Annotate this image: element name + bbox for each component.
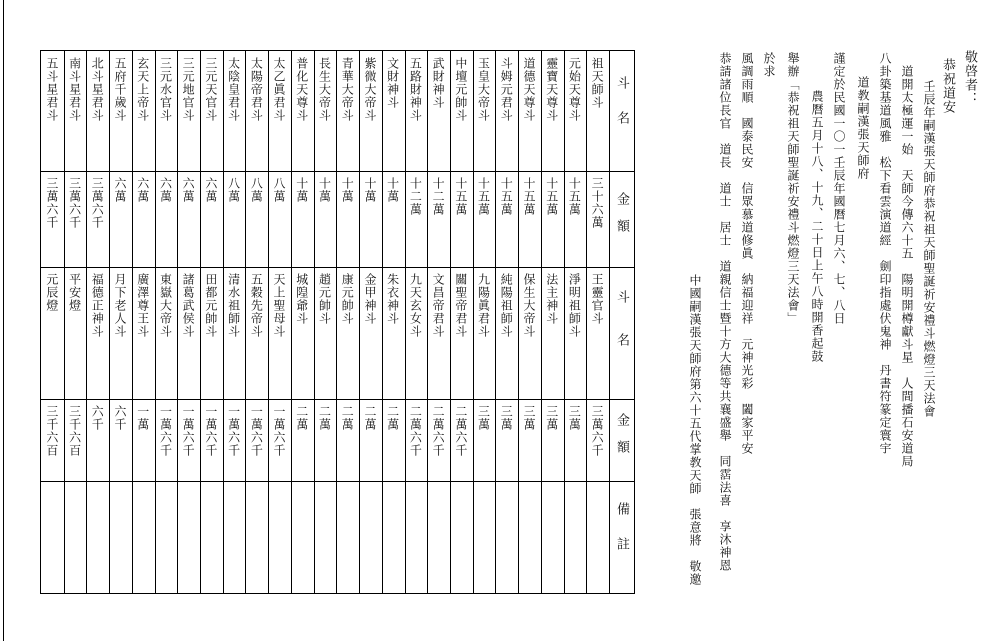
header-amount-1: 金額 [614,192,629,246]
table-cell-amount2 [268,399,291,481]
table-cell-name1 [222,51,245,171]
cell-text: 太陽帝君斗 [249,57,264,122]
event-title: 壬辰年嗣漢張天師府恭祝祖天師聖誕祈安禮斗燃燈三天法會 [922,80,936,418]
table-cell-name2 [245,267,268,399]
table-cell-name1 [472,51,495,171]
table-cell-amount2 [404,399,427,481]
table-cell-amount1 [131,171,154,267]
cell-text: 六萬 [113,177,128,203]
cell-text: 三萬六千 [90,177,105,229]
cell-text: 法主神斗 [544,273,559,325]
cell-text: 長生大帝斗 [317,57,332,122]
table-cell-name1 [540,51,563,171]
table-cell-amount1 [563,171,586,267]
table-cell-amount2 [381,399,404,481]
table-cell-amount2 [86,399,109,481]
table-cell-amount1 [495,171,518,267]
table-cell-name2 [381,267,404,399]
table-cell-name1 [404,51,427,171]
table-cell-name1 [131,51,154,171]
table-cell-amount2 [336,399,359,481]
cell-text: 二萬 [294,405,309,431]
table-cell-amount1 [200,171,223,267]
header-name-2: 斗名 [614,290,629,376]
cell-text: 三萬 [521,405,536,431]
table-cell-name2 [495,267,518,399]
table-cell-name1 [518,51,541,171]
cell-text: 玄天上帝斗 [135,57,150,122]
cell-text: 一萬六千 [158,405,173,457]
cell-text: 二萬 [340,405,355,431]
table-cell-amount1 [313,171,336,267]
table-cell-amount2 [177,399,200,481]
table-cell-name1 [563,51,586,171]
table-cell-amount2 [222,399,245,481]
table-cell-amount2 [495,399,518,481]
cell-text: 八萬 [272,177,287,203]
table-cell-name2 [268,267,291,399]
table-cell-amount1 [518,171,541,267]
cell-text: 十五萬 [521,177,536,216]
table-cell-amount1 [109,171,132,267]
cell-text: 六萬 [158,177,173,203]
cell-text: 一萬六千 [249,405,264,457]
table-cell-name1 [427,51,450,171]
table-cell-amount2 [449,399,472,481]
table-cell-amount2 [586,399,609,481]
table-cell-amount2 [313,399,336,481]
cell-text: 十二萬 [408,177,423,216]
table-cell-name2 [518,267,541,399]
table-cell-name1 [495,51,518,171]
table-cell-amount1 [268,171,291,267]
cell-text: 三萬 [544,405,559,431]
cell-text: 斗姆元君斗 [499,57,514,122]
cell-text: 三十六萬 [590,177,605,229]
date-line-1: 謹定於民國一〇一壬辰年國曆七月六、七、八日 [832,52,846,325]
table-cell-name1 [449,51,472,171]
table-cell-amount1 [63,171,86,267]
cell-text: 廣澤尊王斗 [135,273,150,338]
table-cell-amount1 [336,171,359,267]
cell-text: 太乙眞君斗 [272,57,287,122]
cell-text: 八萬 [226,177,241,203]
cell-text: 二萬 [385,405,400,431]
table-cell-amount1 [86,171,109,267]
table-cell-amount2 [540,399,563,481]
table-cell-amount1 [177,171,200,267]
table-cell-name2 [290,267,313,399]
table-cell-name1 [86,51,109,171]
table-cell-amount2 [41,399,64,481]
table-cell-name2 [472,267,495,399]
cell-text: 三萬 [476,405,491,431]
cell-text: 六萬 [181,177,196,203]
cell-text: 靈寶天尊斗 [544,57,559,122]
table-cell-amount2 [154,399,177,481]
cell-text: 十萬 [340,177,355,203]
table-cell-name2 [86,267,109,399]
cell-text: 十五萬 [476,177,491,216]
cell-text: 文財神斗 [385,57,400,109]
header-name-1: 斗名 [614,76,629,146]
cell-text: 三千六百 [67,405,82,457]
cell-text: 東嶽大帝斗 [158,273,173,338]
table-cell-amount2 [563,399,586,481]
table-cell-amount2 [63,399,86,481]
table-cell-amount1 [586,171,609,267]
table-cell-name1 [268,51,291,171]
table-cell-amount1 [381,171,404,267]
table-row-divider [41,481,634,482]
cell-text: 康元帥斗 [340,273,355,325]
table-cell-name1 [109,51,132,171]
cell-text: 城隍爺斗 [294,273,309,325]
cell-text: 五府千歲斗 [113,57,128,122]
table-cell-name1 [245,51,268,171]
table-cell-name2 [41,267,64,399]
cell-text: 十萬 [294,177,309,203]
cell-text: 三萬 [567,405,582,431]
cell-text: 祖天師斗 [590,57,605,109]
cell-text: 三萬六千 [67,177,82,229]
verse-line-2: 八卦築基道風雅 松下看雲演道經 劍印指處伏鬼神 丹書符篆定寰宇 [878,52,892,455]
table-cell-name2 [313,267,336,399]
cell-text: 三元水官斗 [158,57,173,122]
cell-text: 太陰皇君斗 [226,57,241,122]
cell-text: 十萬 [385,177,400,203]
cell-text: 北斗星君斗 [90,57,105,122]
cell-text: 青華大帝斗 [340,57,355,122]
cell-text: 天上聖母斗 [272,273,287,338]
table-cell-amount1 [540,171,563,267]
ceremony-line: 舉辦「恭祝祖天師聖誕祈安禮斗燃燈三天法會」 [786,52,800,325]
cell-text: 諸葛武侯斗 [181,273,196,338]
table-cell-name1 [200,51,223,171]
cell-text: 道德天尊斗 [521,57,536,122]
cell-text: 玉皇大帝斗 [476,57,491,122]
cell-text: 月下老人斗 [113,273,128,338]
cell-text: 八萬 [249,177,264,203]
cell-text: 二萬六千 [431,405,446,457]
table-cell-amount1 [427,171,450,267]
cell-text: 田都元帥斗 [203,273,218,338]
table-cell-amount1 [222,171,245,267]
header-amount-2: 金額 [614,413,629,467]
cell-text: 五穀先帝斗 [249,273,264,338]
cell-text: 元辰燈 [44,273,59,312]
cell-text: 二萬 [362,405,377,431]
cell-text: 三元天官斗 [203,57,218,122]
cell-text: 十萬 [317,177,332,203]
table-cell-name2 [336,267,359,399]
table-cell-name1 [177,51,200,171]
table-cell-name1 [336,51,359,171]
cell-text: 趙元帥斗 [317,273,332,325]
header-remark: 備註 [614,502,629,572]
cell-text: 十萬 [362,177,377,203]
table-cell-name2 [177,267,200,399]
cell-text: 二萬六千 [453,405,468,457]
cell-text: 南斗星君斗 [67,57,82,122]
table-cell-amount1 [41,171,64,267]
table-cell-name2 [563,267,586,399]
table-cell-amount2 [109,399,132,481]
table-cell-name1 [290,51,313,171]
cell-text: 五路財神斗 [408,57,423,122]
cell-text: 一萬六千 [181,405,196,457]
table-cell-name2 [586,267,609,399]
cell-text: 五斗星君斗 [44,57,59,122]
blessing-line-2: 恭請諸位長官 道長 道士 居士 道親信士暨十方大德等共襄盛舉 同霑法喜 享沐神恩 [718,52,732,572]
table-cell-amount1 [404,171,427,267]
cell-text: 朱衣神斗 [385,273,400,325]
cell-text: 清水祖師斗 [226,273,241,338]
cell-text: 六千 [90,405,105,431]
cell-text: 十五萬 [453,177,468,216]
table-cell-amount2 [200,399,223,481]
table-cell-name2 [154,267,177,399]
cell-text: 中壇元帥斗 [453,57,468,122]
table-cell-name1 [154,51,177,171]
cell-text: 福德正神斗 [90,273,105,338]
cell-text: 保生大帝斗 [521,273,536,338]
table-cell-amount1 [359,171,382,267]
blessing-line-1: 風調雨順 國泰民安 信眾慕道修眞 納福迎祥 元神光彩 闔家平安 [740,52,754,455]
seek-label: 於求 [762,52,776,78]
table-cell-name1 [41,51,64,171]
table-cell-name2 [200,267,223,399]
cell-text: 平安燈 [67,273,82,312]
table-cell-amount2 [472,399,495,481]
cell-text: 九陽眞君斗 [476,273,491,338]
cell-text: 三元地官斗 [181,57,196,122]
table-cell-amount2 [290,399,313,481]
table-cell-name1 [359,51,382,171]
cell-text: 文昌帝君斗 [431,273,446,338]
cell-text: 六千 [113,405,128,431]
table-cell-name2 [131,267,154,399]
cell-text: 普化天尊斗 [294,57,309,122]
cell-text: 二萬 [317,405,332,431]
table-cell-amount2 [359,399,382,481]
house-name: 道教嗣漢張天師府 [856,76,870,180]
cell-text: 王靈官斗 [590,273,605,325]
cell-text: 關聖帝君斗 [453,273,468,338]
cell-text: 元始天尊斗 [567,57,582,122]
table-cell-name2 [63,267,86,399]
table-cell-name2 [540,267,563,399]
table-cell-amount1 [290,171,313,267]
cell-text: 三萬 [499,405,514,431]
cell-text: 六萬 [203,177,218,203]
cell-text: 十二萬 [431,177,446,216]
table-cell-name2 [109,267,132,399]
table-cell-name2 [404,267,427,399]
cell-text: 十五萬 [567,177,582,216]
cell-text: 九天玄女斗 [408,273,423,338]
cell-text: 二萬六千 [408,405,423,457]
lantern-price-table [40,50,635,594]
table-cell-name1 [586,51,609,171]
cell-text: 一萬六千 [226,405,241,457]
table-cell-name2 [222,267,245,399]
cell-text: 三萬六千 [44,177,59,229]
verse-line-1: 道開太極運一始 天師今傳六十五 陽明開樽獻斗星 人間播石安道局 [900,65,914,468]
table-cell-amount2 [245,399,268,481]
cell-text: 三萬六千 [590,405,605,457]
table-cell-amount1 [245,171,268,267]
cell-text: 紫微大帝斗 [362,57,377,122]
cell-text: 六萬 [135,177,150,203]
cell-text: 一萬 [135,405,150,431]
table-cell-name2 [449,267,472,399]
table-cell-amount2 [131,399,154,481]
cell-text: 淨明祖師斗 [567,273,582,338]
salutation: 敬啓者： [962,50,977,106]
cell-text: 三千六百 [44,405,59,457]
table-cell-amount1 [154,171,177,267]
table-cell-name1 [381,51,404,171]
cell-text: 十五萬 [499,177,514,216]
page-edge-line [3,0,4,641]
cell-text: 金甲神斗 [362,273,377,325]
table-cell-name1 [313,51,336,171]
table-cell-amount1 [449,171,472,267]
table-cell-name2 [427,267,450,399]
cell-text: 一萬六千 [272,405,287,457]
table-cell-name1 [63,51,86,171]
table-cell-amount2 [427,399,450,481]
table-cell-name2 [359,267,382,399]
greeting: 恭祝道安 [940,58,955,114]
cell-text: 十五萬 [544,177,559,216]
date-line-2: 農曆五月十八、十九、二十日上午八時開香起鼓 [810,90,824,363]
cell-text: 武財神斗 [431,57,446,109]
cell-text: 一萬六千 [203,405,218,457]
table-cell-amount1 [472,171,495,267]
cell-text: 純陽祖師斗 [499,273,514,338]
signature-line: 中國嗣漢張天師府第六十五代掌教天師 張意將 敬邀 [688,274,702,586]
table-cell-amount2 [518,399,541,481]
